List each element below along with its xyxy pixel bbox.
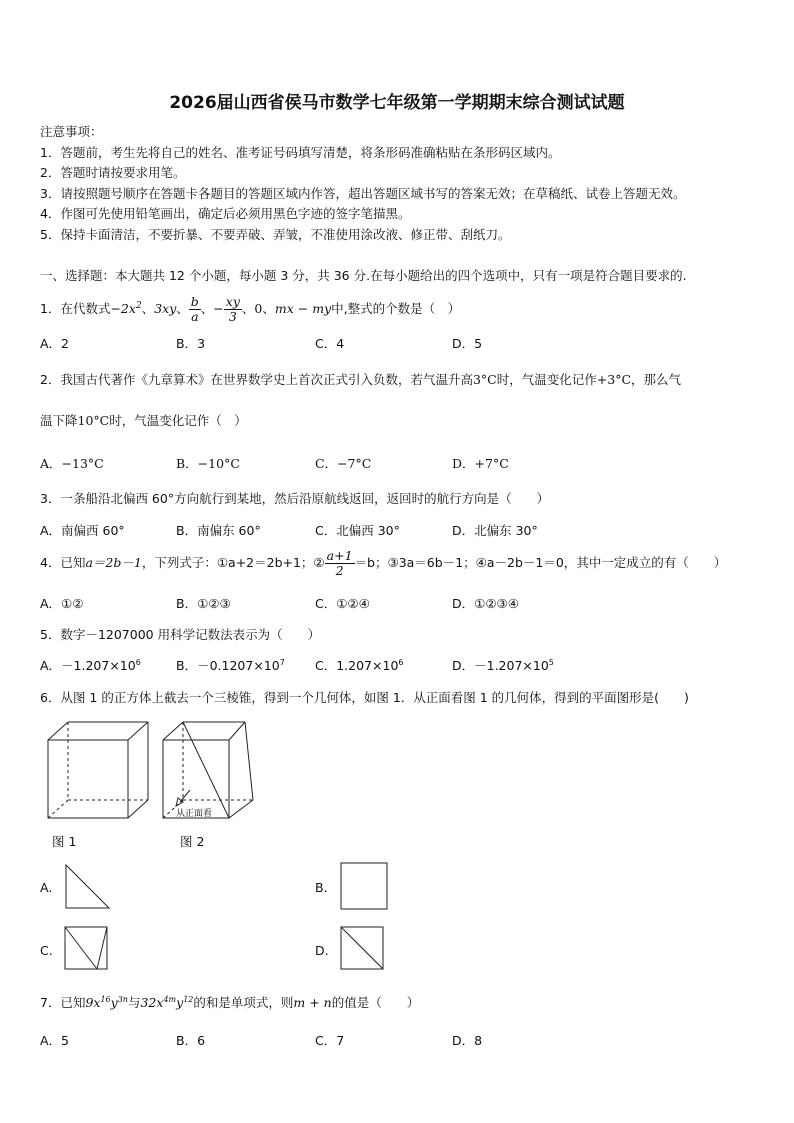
q7-term-2-y: y [176, 995, 184, 1010]
notice-item: 5．保持卡面清洁，不要折暴、不要弄破、弄皱，不准使用涂改液、修正带、刮纸刀。 [40, 227, 511, 242]
q7-option-b[interactable]: B．6 [176, 1033, 206, 1048]
q1-suffix: 中,整式的个数是（ ） [331, 301, 461, 317]
figure-2-caption: 图 2 [180, 834, 205, 849]
q7-expression: m + n [293, 995, 332, 1010]
q4-given: a＝2b－1 [85, 555, 142, 570]
q2-option-b-label: B．−10 [176, 456, 225, 471]
q2-text-c: ，那么气 [631, 372, 682, 387]
q5-option-d-label: D．－1.207×10 [452, 658, 549, 673]
section-heading: 一、选择题：本大题共 12 个小题，每小题 3 分，共 36 分.在每小题给出的四个选项中，只有一项是符合题目要求的. [40, 268, 687, 283]
q3-option-d[interactable]: D．北偏东 30° [452, 523, 538, 538]
q1-fraction-1-den: a [191, 309, 199, 325]
q7-term-1-exp-x: 16 [100, 994, 111, 1004]
q1-term-1: −2x [110, 301, 136, 317]
q2-option-c-label: C．−7 [315, 456, 356, 471]
q1-term-2: 3xy [154, 301, 177, 317]
q2-temp-2: +3 [596, 372, 616, 387]
question-3-stem: 3．一条船沿北偏西 60°方向航行到某地，然后沿原航线返回，返回时的航行方向是（ ） [40, 491, 550, 506]
q1-option-c[interactable]: C．4 [315, 336, 345, 351]
q2-option-a[interactable] [40, 454, 104, 472]
q2-text-e: 时，气温变化记作（ ） [109, 413, 247, 428]
question-7-stem [40, 993, 419, 1011]
option-b-square-shape [340, 862, 390, 912]
question-6-stem: 6．从图 1 的正方体上截去一个三棱锥，得到一个几何体，如图 1．从正面看图 1 的几何体，得到的平面图形是( ) [40, 690, 689, 705]
q2-option-a-unit: °C [87, 456, 104, 471]
cut-cube-figure-2 [163, 722, 253, 818]
q3-option-b[interactable]: B．南偏东 60° [176, 523, 261, 538]
q1-option-d[interactable]: D．5 [452, 336, 483, 351]
q6-figures [40, 718, 260, 828]
q1-option-a[interactable]: A．2 [40, 336, 70, 351]
q1-fraction-1 [189, 295, 201, 325]
q7-term-1: 9x [85, 995, 101, 1010]
q5-option-a[interactable] [40, 656, 141, 674]
q2-temp-1: 3 [472, 372, 481, 387]
notice-item: 3．请按照题号顺序在答题卡各题目的答题区域内作答，超出答题区域书写的答案无效；在草稿纸、试卷上答题无效。 [40, 186, 686, 201]
q2-option-c-unit: °C [355, 456, 372, 471]
q6-option-b[interactable]: B. [315, 880, 328, 895]
q1-term-3: 0 [254, 301, 263, 317]
q2-option-c[interactable] [315, 454, 371, 472]
q1-fraction-2 [224, 295, 242, 325]
q5-option-a-exp: 6 [135, 657, 141, 667]
q2-option-d-label: D．+7 [452, 456, 493, 471]
q4-option-c[interactable]: C．①②④ [315, 596, 370, 611]
q5-option-b[interactable] [176, 656, 285, 674]
q6-option-d[interactable]: D. [315, 943, 329, 958]
q2-unit: °C [480, 372, 497, 387]
q2-text-d: 温下降 [40, 413, 78, 428]
notice-item: 1．答题前，考生先将自己的姓名、准考证号码填写清楚，将条形码准确粘贴在条形码区域内。 [40, 145, 561, 160]
q1-fraction-1-num: b [190, 293, 199, 309]
q7-term-1-exp-y: 3n [117, 994, 128, 1004]
q2-option-d-unit: °C [492, 456, 509, 471]
q3-option-c[interactable]: C．北偏西 30° [315, 523, 400, 538]
q2-text-a: 2．我国古代著作《九章算术》在世界数学史上首次正式引入负数，若气温升高 [40, 372, 473, 387]
question-5-stem: 5．数字－1207000 用科学记数法表示为（ ） [40, 627, 321, 642]
q2-option-b[interactable] [176, 454, 240, 472]
q5-option-c[interactable] [315, 656, 404, 674]
q7-term-2-exp-y: 12 [183, 994, 194, 1004]
page-title: 2026届山西省侯马市数学七年级第一学期期末综合测试试题 [169, 93, 625, 113]
q2-temp-3: 10 [77, 413, 94, 428]
question-1-stem: 1．在代数式$-2x^2$、3xy、 $\frac{b}{a}$ 、− $\frac{xy}{3}$ 、0、mx − my中,整式的个数是（ ） [40, 293, 461, 325]
q5-option-b-label: B．－0.1207×10 [176, 658, 280, 673]
q4-fraction-num: a+1 [326, 547, 353, 563]
q7-option-c[interactable]: C．7 [315, 1033, 345, 1048]
q5-option-c-label: C．1.207×10 [315, 658, 399, 673]
q7-term-2-exp-x: 4m [163, 994, 177, 1004]
question-2-stem-line-1 [40, 370, 681, 388]
q2-option-b-unit: °C [224, 456, 240, 471]
q7-text-d: 的值是（ ） [331, 995, 420, 1010]
q2-text-b: 时，气温变化记作 [496, 372, 597, 387]
q4-fraction-den: 2 [335, 563, 344, 578]
q2-option-a-label: A．−13 [40, 456, 88, 471]
q4-text-c: ＝b；③3a＝6b－1；④a－2b－1＝0，其中一定成立的有（ ） [354, 555, 727, 570]
notice-item: 4．作图可先使用铅笔画出，确定后必须用黑色字迹的签字笔描黑。 [40, 206, 411, 221]
option-c-square-with-lines-shape [64, 926, 110, 972]
q7-term-1-y: y [110, 995, 118, 1010]
q6-option-c[interactable]: C. [40, 943, 53, 958]
q7-option-a[interactable]: A．5 [40, 1033, 70, 1048]
q7-text-b: 与 [127, 995, 141, 1010]
q4-text-b: ，下列式子：①a+2＝2b+1；② [141, 555, 325, 570]
notice-item: 2．答题时请按要求用笔。 [40, 165, 186, 180]
cube-figure-1 [48, 722, 148, 818]
q1-term-4: mx − my [274, 301, 332, 317]
q1-fraction-2-den: 3 [228, 309, 237, 325]
q7-term-2: 32x [140, 995, 164, 1010]
q3-option-a[interactable]: A．南偏西 60° [40, 523, 125, 538]
q2-unit: °C [615, 372, 632, 387]
q5-option-c-exp: 6 [398, 657, 404, 667]
q1-prefix: 1．在代数式 [40, 301, 111, 317]
q6-option-a[interactable]: A. [40, 880, 53, 895]
q4-option-d[interactable]: D．①②③④ [452, 596, 519, 611]
q5-option-b-exp: 7 [279, 657, 285, 667]
q4-fraction [325, 549, 355, 579]
q5-option-d-exp: 5 [548, 657, 554, 667]
q1-option-b[interactable]: B．3 [176, 336, 206, 351]
q4-text-a: 4．已知 [40, 555, 86, 570]
q5-option-a-label: A．－1.207×10 [40, 658, 136, 673]
option-d-square-with-diagonal-shape [340, 926, 386, 972]
question-2-stem-line-2 [40, 411, 247, 429]
question-4-stem [40, 547, 726, 579]
figure-1-caption: 图 1 [52, 834, 77, 849]
q7-text-c: 的和是单项式，则 [193, 995, 294, 1010]
q2-option-d[interactable] [452, 454, 509, 472]
notice-heading: 注意事项： [40, 124, 103, 139]
option-a-triangle-shape [64, 863, 112, 911]
q4-option-a[interactable]: A．①② [40, 596, 84, 611]
q5-option-d[interactable] [452, 656, 554, 674]
front-view-label: 从正面看 [176, 809, 213, 819]
q1-term-1-exp: 2 [135, 301, 142, 311]
q7-text-a: 7．已知 [40, 995, 86, 1010]
q4-option-b[interactable]: B．①②③ [176, 596, 231, 611]
q1-fraction-2-num: xy [225, 293, 240, 309]
q2-unit: °C [93, 413, 110, 428]
q7-option-d[interactable]: D．8 [452, 1033, 483, 1048]
